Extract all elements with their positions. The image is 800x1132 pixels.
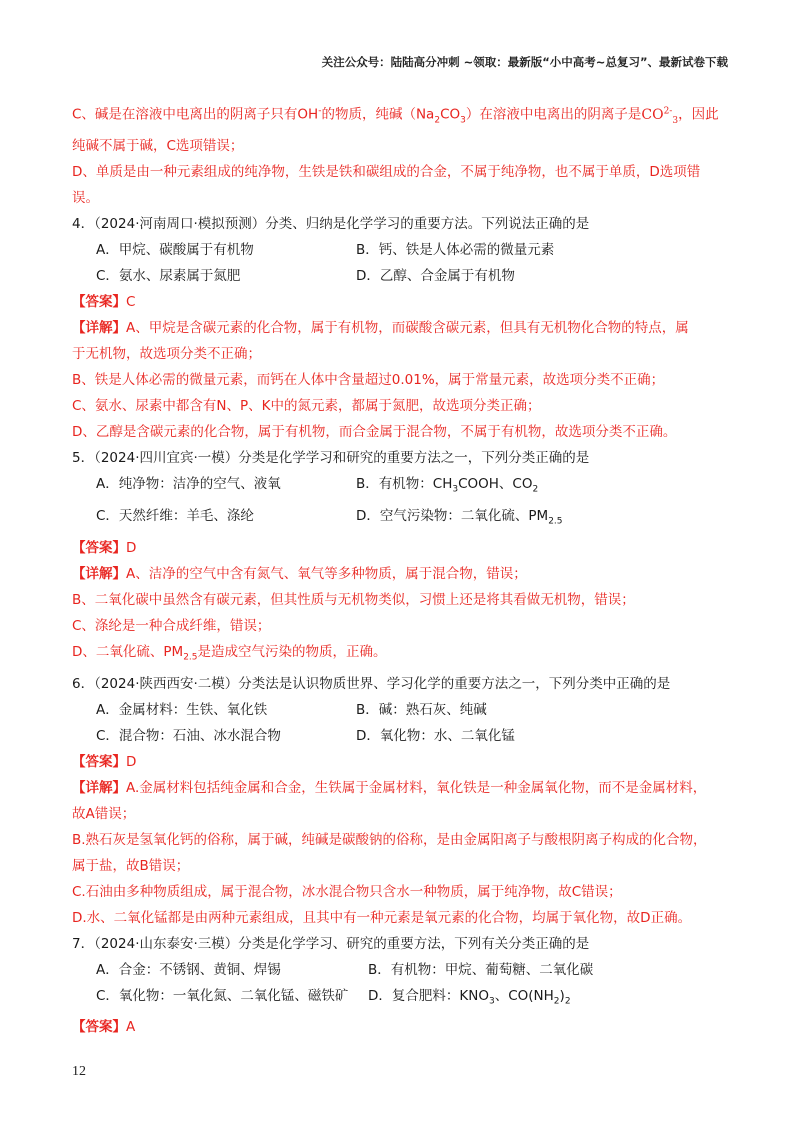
question-4-options-row2 <box>72 263 732 289</box>
question-6-options-row2 <box>72 723 732 749</box>
q7-option-a: A．合金：不锈钢、黄铜、焊锡 <box>96 961 281 978</box>
q5-option-b: B．有机物：$CH_3COOH$、$CO_2$ <box>356 476 539 496</box>
q5-answer: 【答案】D <box>72 539 137 556</box>
q4-option-c: C．氨水、尿素属于氮肥 <box>96 268 241 285</box>
q6-detail-c: C.石油由多种物质组成，属于混合物，冰水混合物只含水一种物质，属于纯净物，故C错误； <box>72 883 622 900</box>
q7-answer: 【答案】A <box>72 1019 136 1036</box>
q5-detail-a: 【详解】A、洁净的空气中含有氮气、氧气等多种物质，属于混合物，错误； <box>72 565 527 582</box>
q4-detail-b: B、铁是人体必需的微量元素，而钙在人体中含量超过0.01%，属于常量元素，故选项分类不正确； <box>72 372 665 389</box>
page-number: 12 <box>72 1064 86 1079</box>
q6-detail-b-cont: 属于盐，故B错误； <box>72 857 190 874</box>
q4-detail-d: D、乙醇是含碳元素的化合物，属于有机物，而合金属于混合物，不属于有机物，故选项分类不正确。 <box>72 424 677 441</box>
question-5-stem: 5．（2024·四川宜宾·一模）分类是化学学习和研究的重要方法之一，下列分类正确的是 <box>72 450 590 467</box>
q6-detail-a: 【详解】A.金属材料包括纯金属和合金，生铁属于金属材料，氧化铁是一种金属氧化物，而不是金属材料， <box>72 779 707 796</box>
question-7-stem: 7．（2024·山东泰安·三模）分类是化学学习、研究的重要方法，下列有关分类正确的是 <box>72 935 590 952</box>
q5-detail-b: B、二氧化碳中虽然含有碳元素，但其性质与无机物类似，习惯上还是将其看做无机物，错误； <box>72 591 635 608</box>
q6-detail-a-cont: 故A错误； <box>72 805 136 822</box>
q7-option-c: C．氧化物：一氧化氮、二氧化锰、磁铁矿 <box>96 987 349 1004</box>
prev-explanation-d-cont: 误。 <box>72 190 99 207</box>
document-body <box>72 98 732 1040</box>
question-6-options-row1 <box>72 697 732 723</box>
q5-detail-c: C、涤纶是一种合成纤维，错误； <box>72 617 271 634</box>
prev-explanation-d: D、单质是由一种元素组成的纯净物，生铁是铁和碳组成的合金，不属于纯净物，也不属于单质，D选项错 <box>72 164 701 181</box>
question-5-options-row1 <box>72 471 732 503</box>
question-4-stem: 4．（2024·河南周口·模拟预测）分类、归纳是化学学习的重要方法。下列说法正确的是 <box>72 216 590 233</box>
q6-detail-b: B.熟石灰是氢氧化钙的俗称，属于碱，纯碱是碳酸钠的俗称，是由金属阳离子与酸根阴离子构成的化合物， <box>72 831 707 848</box>
q7-option-d: D．复合肥料：$KNO_3$、$CO(NH_2)_2$ <box>368 987 571 1007</box>
prev-explanation-c-cont: 纯碱不属于碱，C选项错误； <box>72 138 244 155</box>
question-5-options-row2 <box>72 503 732 535</box>
q4-detail-c: C、氨水、尿素中都含有N、P、K中的氮元素，都属于氮肥，故选项分类正确； <box>72 398 541 415</box>
page-header: 关注公众号：陆陆高分冲刺 ~领取：最新版“小中高考~总复习”、最新试卷下载 <box>321 55 728 69</box>
q6-detail-d: D.水、二氧化锰都是由两种元素组成，且其中有一种元素是氧元素的化合物，均属于氧化物，故D正确。 <box>72 909 692 926</box>
question-7-options-row1 <box>72 957 732 983</box>
q5-option-a: A．纯净物：洁净的空气、液氧 <box>96 476 281 493</box>
question-6-stem: 6．（2024·陕西西安·二模）分类法是认识物质世界、学习化学的重要方法之一，下列分类中正确的是 <box>72 675 671 692</box>
q5-detail-d: D、二氧化硫、$PM_{2.5}$是造成空气污染的物质，正确。 <box>72 643 387 663</box>
q6-option-c: C．混合物：石油、冰水混合物 <box>96 727 281 744</box>
q5-option-c: C．天然纤维：羊毛、涤纶 <box>96 508 254 525</box>
q4-option-d: D．乙醇、合金属于有机物 <box>356 268 515 285</box>
q5-option-d: D．空气污染物：二氧化硫、$PM_{2.5}$ <box>356 508 563 527</box>
q4-detail-a: 【详解】A、甲烷是含碳元素的化合物，属于有机物，而碳酸含碳元素，但具有无机物化合物的特点，属 <box>72 320 689 337</box>
q4-answer: 【答案】C <box>72 294 136 311</box>
q6-option-a: A．金属材料：生铁、氧化铁 <box>96 701 268 718</box>
q6-option-b: B．碱：熟石灰、纯碱 <box>356 701 487 718</box>
q6-answer: 【答案】D <box>72 753 137 770</box>
q6-option-d: D．氧化物：水、二氧化锰 <box>356 727 515 744</box>
q4-option-a: A．甲烷、碳酸属于有机物 <box>96 242 254 259</box>
question-4-options-row1 <box>72 237 732 263</box>
carbonate-ion-formula: $CO^{2-}_3$ <box>641 106 679 126</box>
q4-option-b: B．钙、铁是人体必需的微量元素 <box>356 242 555 259</box>
q4-detail-a-cont: 于无机物，故选项分类不正确； <box>72 346 261 363</box>
prev-explanation-c: C、碱是在溶液中电离出的阴离子只有OH-的物质，纯碱$(Na_2CO_3)$在溶液中电离出的阴离子是$CO^{2-}_3$，因此 <box>72 106 719 126</box>
q7-option-b: B．有机物：甲烷、葡萄糖、二氧化碳 <box>368 961 594 978</box>
question-7-options-row2 <box>72 983 732 1015</box>
